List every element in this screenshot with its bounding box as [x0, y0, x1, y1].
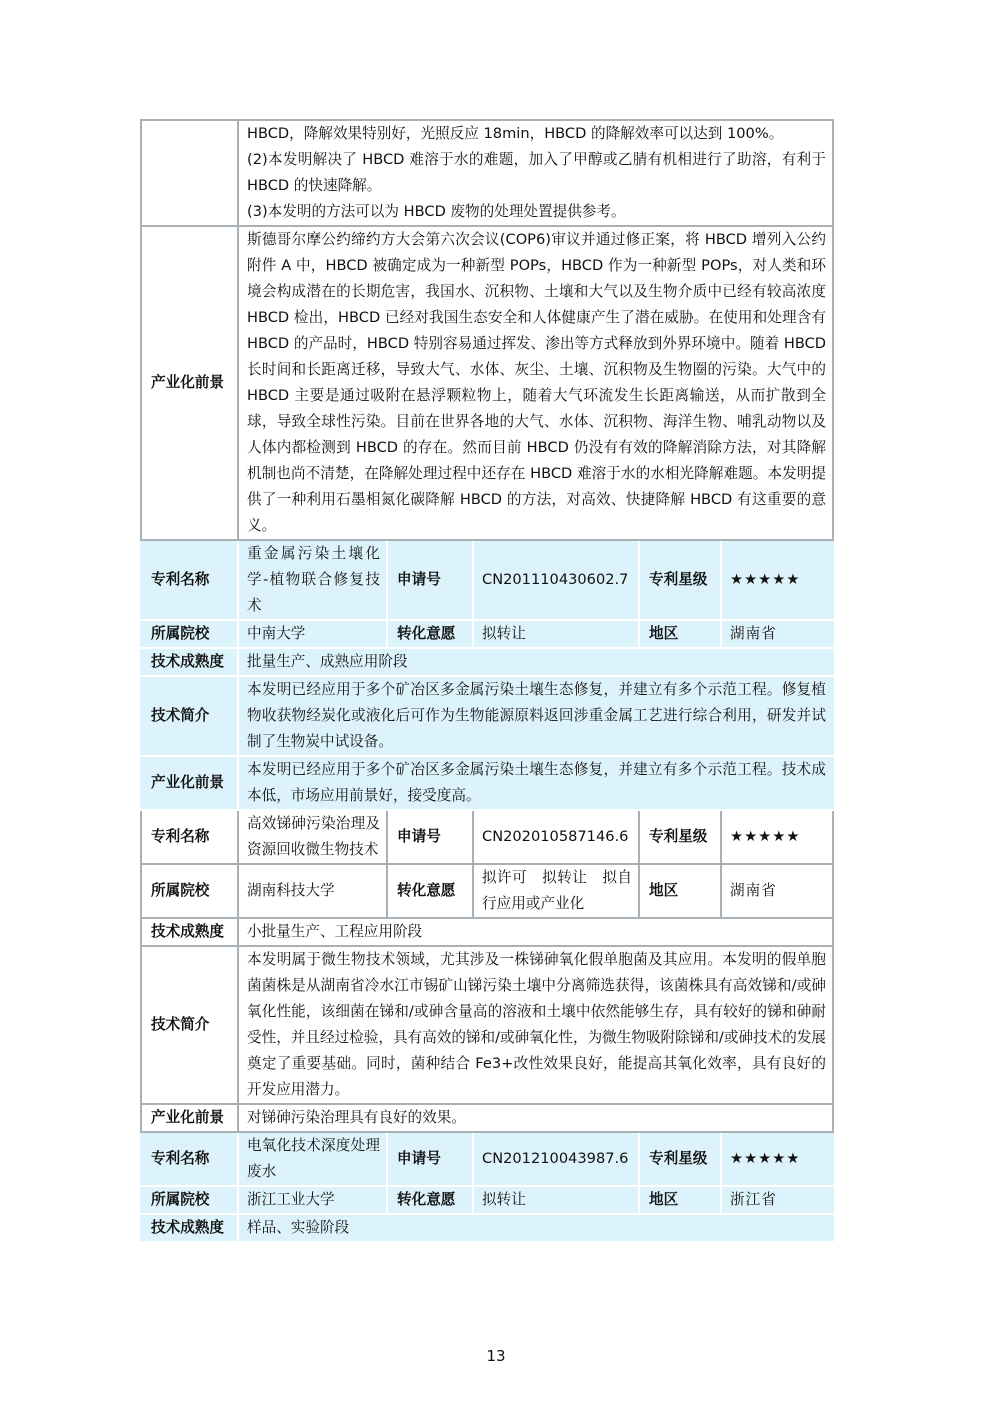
field-label: 技术简介: [141, 946, 238, 1104]
field-value: CN201110430602.7: [473, 540, 639, 620]
table-row: [141, 648, 833, 676]
paragraph: 本发明属于微生物技术领域，尤其涉及一株锑砷氧化假单胞菌及其应用。本发明的假单胞菌菌株是从湖南省冷水江市锡矿山锑污染土壤中分离筛选获得，该菌株具有高效锑和/或砷氧化性能，该细菌在锑和/或砷含量高的溶液和土壤中依然能够生存，具有较好的锑和砷耐受性，并且经过检验，具有高效的锑和/或砷氧化性，为微生物吸附除锑和/或砷技术的发展奠定了重要基础。同时，菌种结合 Fe3+改性效果良好，能提高其氧化效率，具有良好的开发应用潜力。: [247, 951, 827, 1098]
paragraph: 样品、实验阶段: [247, 1219, 350, 1236]
field-value: 湖南省: [721, 864, 833, 918]
table-row: [141, 226, 833, 540]
field-value: 高效锑砷污染治理及资源回收微生物技术: [238, 810, 387, 864]
field-label: 申请号: [387, 540, 473, 620]
field-label: 产业化前景: [141, 756, 238, 810]
field-value: 拟许可 拟转让 拟自行应用或产业化: [473, 864, 639, 918]
field-value: 浙江工业大学: [238, 1186, 387, 1214]
table-row: [141, 120, 833, 226]
field-label: 转化意愿: [387, 1186, 473, 1214]
field-value: 浙江省: [721, 1186, 833, 1214]
field-value: [238, 226, 833, 540]
table-row: [141, 676, 833, 756]
field-label: 专利名称: [141, 540, 238, 620]
field-label: 所属院校: [141, 864, 238, 918]
paragraph: 对锑砷污染治理具有良好的效果。: [247, 1109, 466, 1126]
star-rating: ★★★★★: [721, 810, 833, 864]
page-number: 13: [486, 1347, 506, 1365]
table-row: [141, 918, 833, 946]
table-row: [141, 756, 833, 810]
field-value: 湖南科技大学: [238, 864, 387, 918]
field-value: [238, 120, 833, 226]
field-label: 产业化前景: [141, 226, 238, 540]
field-label: 专利名称: [141, 1132, 238, 1186]
table-row: [141, 864, 833, 918]
field-label: 技术成熟度: [141, 918, 238, 946]
star-rating: ★★★★★: [721, 540, 833, 620]
field-label: 专利星级: [639, 540, 721, 620]
table-row: [141, 946, 833, 1104]
table-row: [141, 540, 833, 620]
field-value: [238, 676, 833, 756]
paragraph: 小批量生产、工程应用阶段: [247, 923, 423, 940]
table-row: [141, 1186, 833, 1214]
paragraph: (3)本发明的方法可以为 HBCD 废物的处理处置提供参考。: [247, 203, 626, 220]
table-row: [141, 1104, 833, 1132]
field-value: CN202010587146.6: [473, 810, 639, 864]
field-label: 技术简介: [141, 676, 238, 756]
field-value: [238, 648, 833, 676]
field-value: 拟转让: [473, 620, 639, 648]
field-label: 转化意愿: [387, 864, 473, 918]
field-value: 湖南省: [721, 620, 833, 648]
table-row: [141, 810, 833, 864]
field-value: 拟转让: [473, 1186, 639, 1214]
table-row: [141, 1132, 833, 1186]
paragraph: 本发明已经应用于多个矿冶区多金属污染土壤生态修复，并建立有多个示范工程。修复植物收获物经炭化或液化后可作为生物能源原料返回涉重金属工艺进行综合利用，研发并试制了生物炭中试设备。: [247, 681, 827, 750]
table-row: [141, 620, 833, 648]
field-label: 所属院校: [141, 1186, 238, 1214]
field-label: 地区: [639, 864, 721, 918]
paragraph: HBCD，降解效果特别好，光照反应 18min，HBCD 的降解效率可以达到 100%。: [247, 125, 784, 142]
field-label: 申请号: [387, 1132, 473, 1186]
field-value: [238, 918, 833, 946]
paragraph: 斯德哥尔摩公约缔约方大会第六次会议(COP6)审议并通过修正案，将 HBCD 增列入公约附件 A 中，HBCD 被确定成为一种新型 POPs，HBCD 作为一种新型 POPs，对人类和环境会构成潜在的长期危害，我国水、沉积物、土壤和大气以及生物介质中已经有较高浓度 HBCD 检出，HBCD 已经对我国生态安全和人体健康产生了潜在威胁。在使用和处理含有 HBCD 的产品时，HBCD 特别容易通过挥发、渗出等方式释放到外界环境中。随着 HBCD 长时间和长距离迁移，导致大气、水体、灰尘、土壤、沉积物及生物圈的污染。大气中的 HBCD 主要是通过吸附在悬浮颗粒物上，随着大气环流发生长距离输送，从而扩散到全球，导致全球性污染。目前在世界各地的大气、水体、沉积物、海洋生物、哺乳动物以及人体内都检测到 HBCD 的存在。然而目前 HBCD 仍没有有效的降解消除方法，对其降解机制也尚不清楚，在降解处理过程中还存在 HBCD 难溶于水的水相光降解难题。本发明提供了一种利用石墨相氮化碳降解 HBCD 的方法，对高效、快捷降解 HBCD 有这重要的意义。: [247, 231, 827, 534]
field-label: 地区: [639, 620, 721, 648]
table-row: [141, 1214, 833, 1242]
star-rating: ★★★★★: [721, 1132, 833, 1186]
field-label: 技术成熟度: [141, 648, 238, 676]
field-label: [141, 120, 238, 226]
field-value: [238, 756, 833, 810]
field-label: 专利星级: [639, 1132, 721, 1186]
field-label: 转化意愿: [387, 620, 473, 648]
field-value: CN201210043987.6: [473, 1132, 639, 1186]
patent-table: [140, 119, 834, 1243]
field-value: 中南大学: [238, 620, 387, 648]
field-value: 电氧化技术深度处理废水: [238, 1132, 387, 1186]
field-label: 技术成熟度: [141, 1214, 238, 1242]
field-label: 产业化前景: [141, 1104, 238, 1132]
field-label: 申请号: [387, 810, 473, 864]
field-label: 专利名称: [141, 810, 238, 864]
field-value: 重金属污染土壤化学-植物联合修复技术: [238, 540, 387, 620]
field-value: [238, 1214, 833, 1242]
paragraph: 本发明已经应用于多个矿冶区多金属污染土壤生态修复，并建立有多个示范工程。技术成本低，市场应用前景好，接受度高。: [247, 761, 827, 804]
field-label: 地区: [639, 1186, 721, 1214]
field-value: [238, 946, 833, 1104]
field-value: [238, 1104, 833, 1132]
paragraph: 批量生产、成熟应用阶段: [247, 653, 408, 670]
paragraph: (2)本发明解决了 HBCD 难溶于水的难题，加入了甲醇或乙腈有机相进行了助溶，有利于 HBCD 的快速降解。: [247, 151, 827, 194]
field-label: 专利星级: [639, 810, 721, 864]
field-label: 所属院校: [141, 620, 238, 648]
